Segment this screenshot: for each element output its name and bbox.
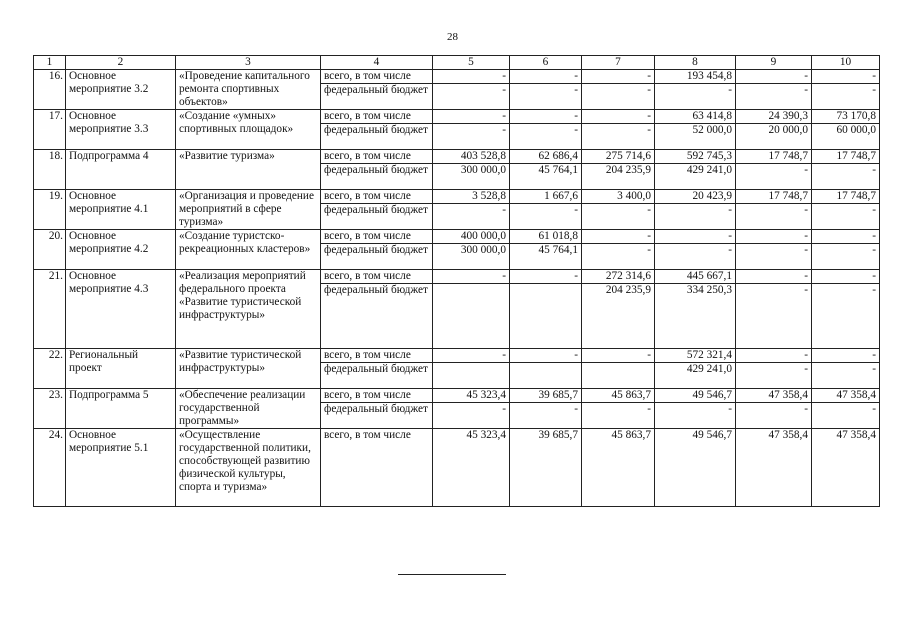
column-header: 5	[433, 56, 510, 70]
amount-cell: 60 000,0	[812, 124, 880, 150]
amount-cell: -	[510, 270, 582, 284]
amount-cell: -	[736, 164, 812, 190]
amount-cell: 45 863,7	[582, 389, 655, 403]
amount-cell	[433, 284, 510, 349]
funding-source: федеральный бюджет	[321, 124, 433, 150]
row-number: 21.	[34, 270, 66, 349]
amount-cell: 3 400,0	[582, 190, 655, 204]
amount-cell: 45 323,4	[433, 429, 510, 507]
amount-cell: -	[582, 349, 655, 363]
amount-cell: 45 323,4	[433, 389, 510, 403]
column-header: 4	[321, 56, 433, 70]
amount-cell: 204 235,9	[582, 284, 655, 349]
column-header: 10	[812, 56, 880, 70]
event-name: Региональный проект	[66, 349, 176, 389]
amount-cell: 17 748,7	[736, 190, 812, 204]
funding-source: федеральный бюджет	[321, 84, 433, 110]
row-number: 19.	[34, 190, 66, 230]
amount-cell: 592 745,3	[655, 150, 736, 164]
amount-cell: -	[510, 70, 582, 84]
amount-cell: -	[582, 110, 655, 124]
signature-line	[398, 574, 506, 575]
amount-cell: 272 314,6	[582, 270, 655, 284]
amount-cell: 429 241,0	[655, 164, 736, 190]
row-number: 24.	[34, 429, 66, 507]
amount-cell: 24 390,3	[736, 110, 812, 124]
row-number: 16.	[34, 70, 66, 110]
funding-source: всего, в том числе	[321, 389, 433, 403]
budget-table	[33, 55, 880, 507]
amount-cell: 45 764,1	[510, 164, 582, 190]
column-header: 7	[582, 56, 655, 70]
amount-cell: -	[736, 84, 812, 110]
column-header: 6	[510, 56, 582, 70]
amount-cell: 429 241,0	[655, 363, 736, 389]
amount-cell: -	[582, 230, 655, 244]
event-name: Основное мероприятие 5.1	[66, 429, 176, 507]
amount-cell: 300 000,0	[433, 164, 510, 190]
funding-source: всего, в том числе	[321, 349, 433, 363]
amount-cell: -	[812, 230, 880, 244]
amount-cell: 45 764,1	[510, 244, 582, 270]
amount-cell: -	[812, 349, 880, 363]
amount-cell: -	[655, 230, 736, 244]
amount-cell: 47 358,4	[736, 429, 812, 507]
amount-cell: -	[582, 70, 655, 84]
amount-cell: -	[582, 124, 655, 150]
amount-cell: 334 250,3	[655, 284, 736, 349]
event-title: «Развитие туристической инфраструктуры»	[176, 349, 321, 389]
amount-cell: -	[655, 244, 736, 270]
amount-cell: -	[582, 84, 655, 110]
amount-cell	[510, 284, 582, 349]
amount-cell: -	[510, 403, 582, 429]
funding-source: федеральный бюджет	[321, 363, 433, 389]
amount-cell	[582, 363, 655, 389]
table-row	[34, 429, 880, 507]
event-title: «Реализация мероприятий федерального проекта «Развитие туристической инфраструктуры»	[176, 270, 321, 349]
table-row	[34, 230, 880, 244]
column-header: 8	[655, 56, 736, 70]
row-number: 18.	[34, 150, 66, 190]
event-name: Основное мероприятие 4.2	[66, 230, 176, 270]
event-title: «Осуществление государственной политики, способствующей развитию физической культуры, спорта и туризма»	[176, 429, 321, 507]
event-name: Подпрограмма 5	[66, 389, 176, 429]
funding-source: всего, в том числе	[321, 70, 433, 84]
page-number: 28	[447, 31, 458, 43]
table-row	[34, 190, 880, 204]
event-title: «Создание «умных» спортивных площадок»	[176, 110, 321, 150]
table-row	[34, 349, 880, 363]
amount-cell: 61 018,8	[510, 230, 582, 244]
event-title: «Создание туристско-рекреационных кластеров»	[176, 230, 321, 270]
amount-cell: -	[433, 70, 510, 84]
row-number: 22.	[34, 349, 66, 389]
table-row	[34, 110, 880, 124]
event-name: Основное мероприятие 4.3	[66, 270, 176, 349]
amount-cell: -	[433, 403, 510, 429]
funding-source: всего, в том числе	[321, 230, 433, 244]
amount-cell: -	[812, 284, 880, 349]
amount-cell: -	[582, 403, 655, 429]
funding-source: всего, в том числе	[321, 110, 433, 124]
funding-source: федеральный бюджет	[321, 244, 433, 270]
funding-source: всего, в том числе	[321, 429, 433, 507]
column-header: 9	[736, 56, 812, 70]
event-name: Основное мероприятие 3.3	[66, 110, 176, 150]
column-header: 3	[176, 56, 321, 70]
amount-cell	[510, 363, 582, 389]
header-row	[34, 56, 880, 70]
amount-cell: 63 414,8	[655, 110, 736, 124]
amount-cell: 572 321,4	[655, 349, 736, 363]
amount-cell: 73 170,8	[812, 110, 880, 124]
funding-source: всего, в том числе	[321, 190, 433, 204]
funding-source: федеральный бюджет	[321, 164, 433, 190]
funding-source: всего, в том числе	[321, 270, 433, 284]
amount-cell: 204 235,9	[582, 164, 655, 190]
amount-cell: 1 667,6	[510, 190, 582, 204]
event-name: Основное мероприятие 4.1	[66, 190, 176, 230]
event-title: «Обеспечение реализации государственной программы»	[176, 389, 321, 429]
amount-cell: 39 685,7	[510, 389, 582, 403]
amount-cell: -	[655, 204, 736, 230]
amount-cell	[433, 363, 510, 389]
amount-cell: 445 667,1	[655, 270, 736, 284]
amount-cell: -	[433, 204, 510, 230]
amount-cell: -	[655, 84, 736, 110]
event-title: «Организация и проведение мероприятий в сфере туризма»	[176, 190, 321, 230]
amount-cell: 20 423,9	[655, 190, 736, 204]
amount-cell: 20 000,0	[736, 124, 812, 150]
amount-cell: 403 528,8	[433, 150, 510, 164]
amount-cell: 17 748,7	[812, 150, 880, 164]
table-row	[34, 270, 880, 284]
funding-source: федеральный бюджет	[321, 403, 433, 429]
amount-cell: -	[510, 84, 582, 110]
amount-cell: -	[433, 349, 510, 363]
amount-cell: -	[736, 270, 812, 284]
amount-cell: -	[736, 230, 812, 244]
amount-cell: 62 686,4	[510, 150, 582, 164]
column-header: 1	[34, 56, 66, 70]
amount-cell: 49 546,7	[655, 429, 736, 507]
amount-cell: -	[812, 204, 880, 230]
row-number: 20.	[34, 230, 66, 270]
amount-cell: -	[736, 363, 812, 389]
amount-cell: -	[510, 110, 582, 124]
amount-cell: -	[433, 84, 510, 110]
amount-cell: -	[736, 204, 812, 230]
amount-cell: 52 000,0	[655, 124, 736, 150]
table-row	[34, 150, 880, 164]
amount-cell: -	[582, 204, 655, 230]
amount-cell: 49 546,7	[655, 389, 736, 403]
amount-cell: -	[812, 84, 880, 110]
amount-cell: -	[736, 349, 812, 363]
amount-cell: -	[812, 363, 880, 389]
amount-cell: -	[812, 403, 880, 429]
amount-cell: 400 000,0	[433, 230, 510, 244]
event-name: Подпрограмма 4	[66, 150, 176, 190]
funding-source: федеральный бюджет	[321, 284, 433, 349]
event-title: «Развитие туризма»	[176, 150, 321, 190]
amount-cell: 45 863,7	[582, 429, 655, 507]
amount-cell: -	[812, 244, 880, 270]
row-number: 17.	[34, 110, 66, 150]
amount-cell: -	[812, 70, 880, 84]
event-title: «Проведение капитального ремонта спортивных объектов»	[176, 70, 321, 110]
amount-cell: 193 454,8	[655, 70, 736, 84]
amount-cell: -	[736, 70, 812, 84]
funding-source: федеральный бюджет	[321, 204, 433, 230]
amount-cell: -	[812, 164, 880, 190]
amount-cell: 300 000,0	[433, 244, 510, 270]
table-row	[34, 389, 880, 403]
amount-cell: -	[736, 403, 812, 429]
amount-cell: 47 358,4	[812, 389, 880, 403]
amount-cell: 39 685,7	[510, 429, 582, 507]
amount-cell: 3 528,8	[433, 190, 510, 204]
amount-cell: -	[510, 349, 582, 363]
amount-cell: -	[736, 284, 812, 349]
amount-cell: 17 748,7	[736, 150, 812, 164]
amount-cell: -	[582, 244, 655, 270]
amount-cell: -	[510, 204, 582, 230]
column-header: 2	[66, 56, 176, 70]
amount-cell: -	[433, 110, 510, 124]
amount-cell: -	[736, 244, 812, 270]
amount-cell: -	[433, 270, 510, 284]
amount-cell: -	[510, 124, 582, 150]
row-number: 23.	[34, 389, 66, 429]
event-name: Основное мероприятие 3.2	[66, 70, 176, 110]
amount-cell: -	[655, 403, 736, 429]
amount-cell: -	[812, 270, 880, 284]
funding-source: всего, в том числе	[321, 150, 433, 164]
amount-cell: -	[433, 124, 510, 150]
amount-cell: 47 358,4	[812, 429, 880, 507]
amount-cell: 275 714,6	[582, 150, 655, 164]
amount-cell: 47 358,4	[736, 389, 812, 403]
table-row	[34, 70, 880, 84]
amount-cell: 17 748,7	[812, 190, 880, 204]
